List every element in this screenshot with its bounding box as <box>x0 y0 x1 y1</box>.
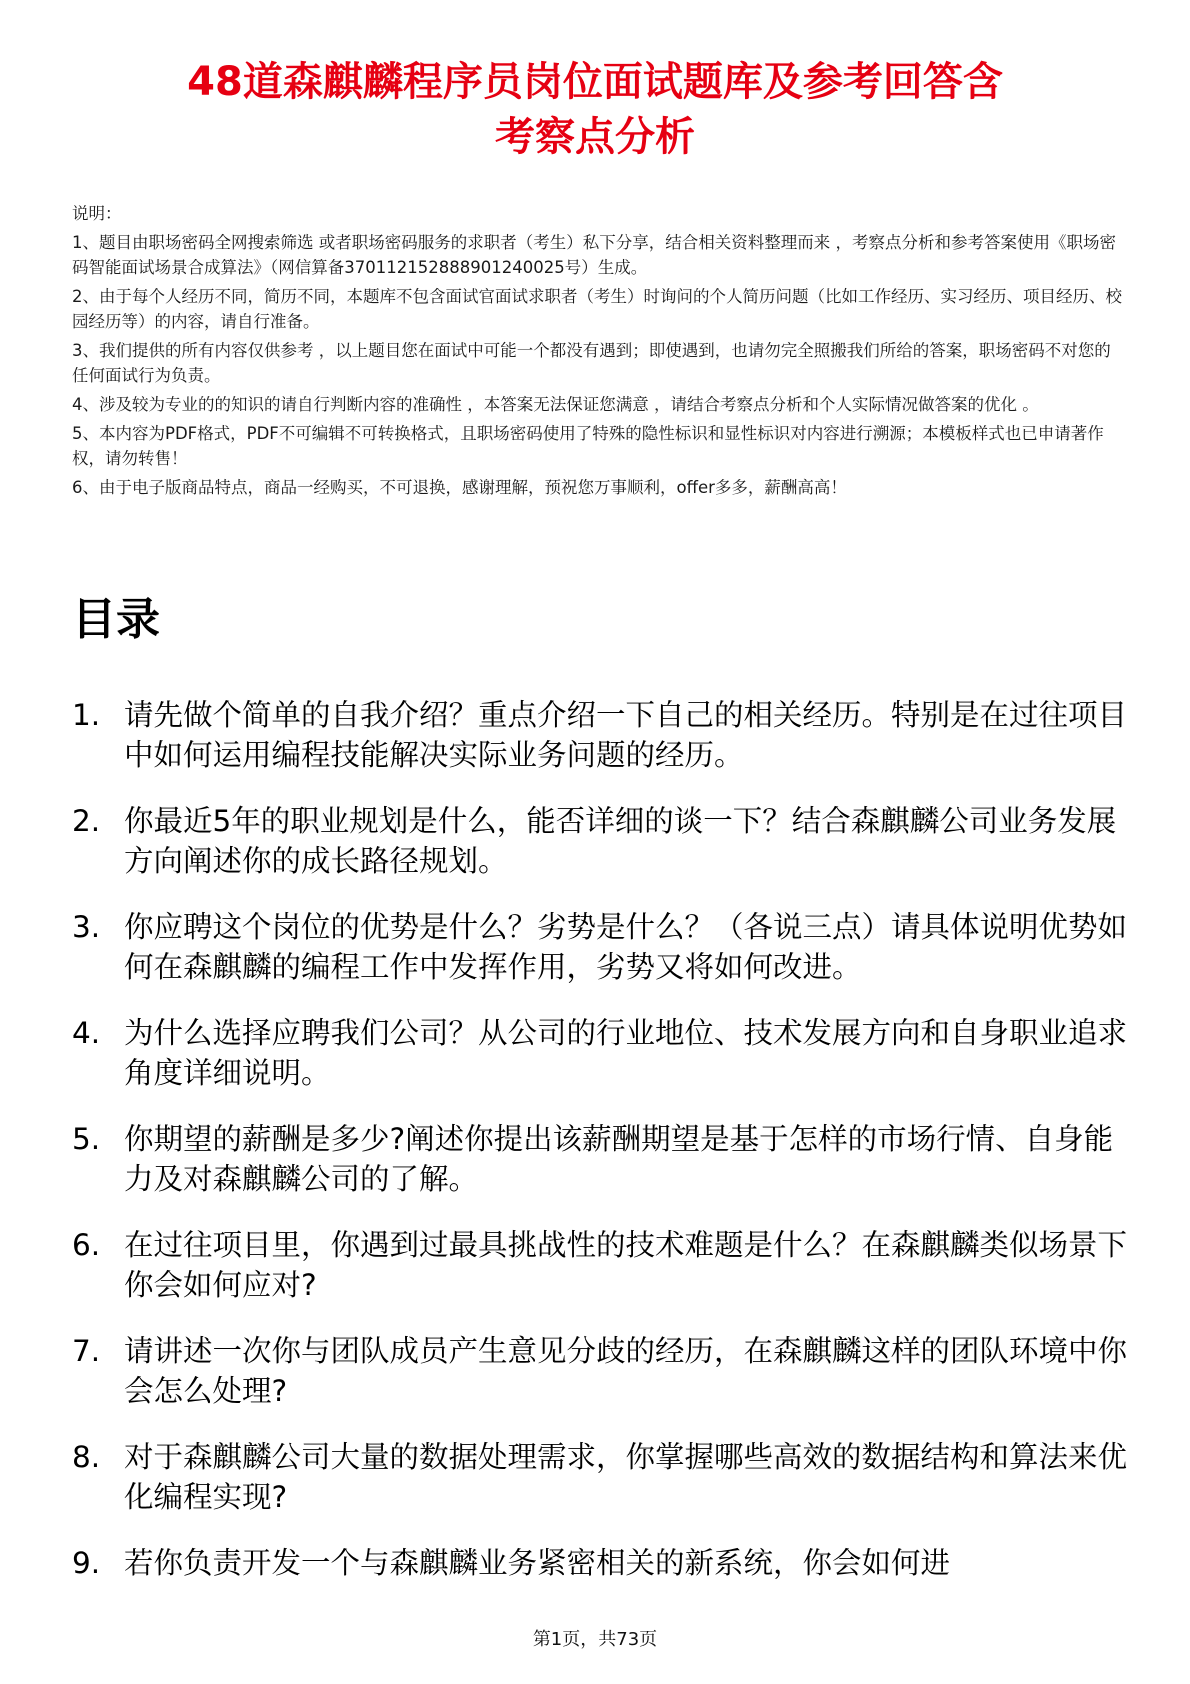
toc-item-text: 你最近5年的职业规划是什么，能否详细的谈一下？结合森麒麟公司业务发展方向阐述你的成长路径规划。 <box>124 804 1117 878</box>
document-title-line-2: 考察点分析 <box>495 114 695 160</box>
toc-item-number: 9. <box>72 1546 101 1580</box>
page-footer: 第1页，共73页 <box>532 1629 658 1650</box>
toc-item[interactable] <box>72 801 1132 881</box>
toc-item-number: 4. <box>72 1016 101 1050</box>
notes-item-2: 2、由于每个人经历不同，简历不同，本题库不包含面试官面试求职者（考生）时询问的个人简历问题（比如工作经历、实习经历、项目经历、校园经历等）的内容，请自行准备。 <box>72 287 1122 331</box>
toc-item[interactable] <box>72 1331 1132 1411</box>
toc-item[interactable] <box>72 1013 1132 1093</box>
notes-item-1: 1、题目由职场密码全网搜索筛选 或者职场密码服务的求职者（考生）私下分享，结合相关资料整理而来 ，考察点分析和参考答案使用《职场密码智能面试场景合成算法》（网信算备370112152888901240025号）生成。 <box>72 233 1116 277</box>
toc-item-text: 你应聘这个岗位的优势是什么？劣势是什么？（各说三点）请具体说明优势如何在森麒麟的编程工作中发挥作用，劣势又将如何改进。 <box>124 910 1128 984</box>
notes-item-3: 3、我们提供的所有内容仅供参考 ，以上题目您在面试中可能一个都没有遇到；即使遇到，也请勿完全照搬我们所给的答案，职场密码不对您的任何面试行为负责。 <box>72 341 1111 385</box>
toc-item[interactable] <box>72 695 1132 775</box>
toc-item-number: 1. <box>72 698 101 732</box>
toc-item-number: 7. <box>72 1334 101 1368</box>
toc-item-number: 5. <box>72 1122 101 1156</box>
notes-section <box>72 201 1122 500</box>
toc-item-text: 在过往项目里，你遇到过最具挑战性的技术难题是什么？在森麒麟类似场景下你会如何应对? <box>124 1228 1128 1302</box>
toc-item-text: 对于森麒麟公司大量的数据处理需求，你掌握哪些高效的数据结构和算法来优化编程实现? <box>124 1440 1128 1514</box>
toc-item[interactable] <box>72 1437 1132 1517</box>
toc-item[interactable] <box>72 1225 1132 1305</box>
document-title-line-1: 48道森麒麟程序员岗位面试题库及参考回答含 <box>187 59 1003 105</box>
toc-item-text: 为什么选择应聘我们公司？从公司的行业地位、技术发展方向和自身职业追求角度详细说明。 <box>124 1016 1128 1090</box>
toc-item-number: 8. <box>72 1440 101 1474</box>
notes-heading: 说明： <box>72 204 122 223</box>
toc-item-number: 2. <box>72 804 101 838</box>
notes-item-4: 4、涉及较为专业的的知识的请自行判断内容的准确性 ，本答案无法保证您满意 ，请结合考察点分析和个人实际情况做答案的优化 。 <box>72 395 1039 414</box>
notes-item-5: 5、本内容为PDF格式，PDF不可编辑不可转换格式，且职场密码使用了特殊的隐性标识和显性标识对内容进行溯源；本模板样式也已申请著作权，请勿转售！ <box>72 424 1104 468</box>
toc-item-text: 你期望的薪酬是多少?阐述你提出该薪酬期望是基于怎样的市场行情、自身能力及对森麒麟公司的了解。 <box>124 1122 1114 1196</box>
toc-item[interactable] <box>72 1119 1132 1199</box>
notes-item-6: 6、由于电子版商品特点，商品一经购买，不可退换，感谢理解，预祝您万事顺利，offer多多，薪酬高高！ <box>72 478 847 497</box>
toc-item-number: 6. <box>72 1228 101 1262</box>
toc-item-number: 3. <box>72 910 101 944</box>
toc-list <box>72 695 1132 1609</box>
toc-item[interactable] <box>72 907 1132 987</box>
toc-heading: 目录 <box>72 594 160 645</box>
toc-item[interactable] <box>72 1543 1132 1583</box>
toc-item-text: 若你负责开发一个与森麒麟业务紧密相关的新系统，你会如何进 <box>124 1546 951 1580</box>
toc-item-text: 请先做个简单的自我介绍？重点介绍一下自己的相关经历。特别是在过往项目中如何运用编程技能解决实际业务问题的经历。 <box>124 698 1128 772</box>
toc-item-text: 请讲述一次你与团队成员产生意见分歧的经历，在森麒麟这样的团队环境中你会怎么处理? <box>124 1334 1128 1408</box>
